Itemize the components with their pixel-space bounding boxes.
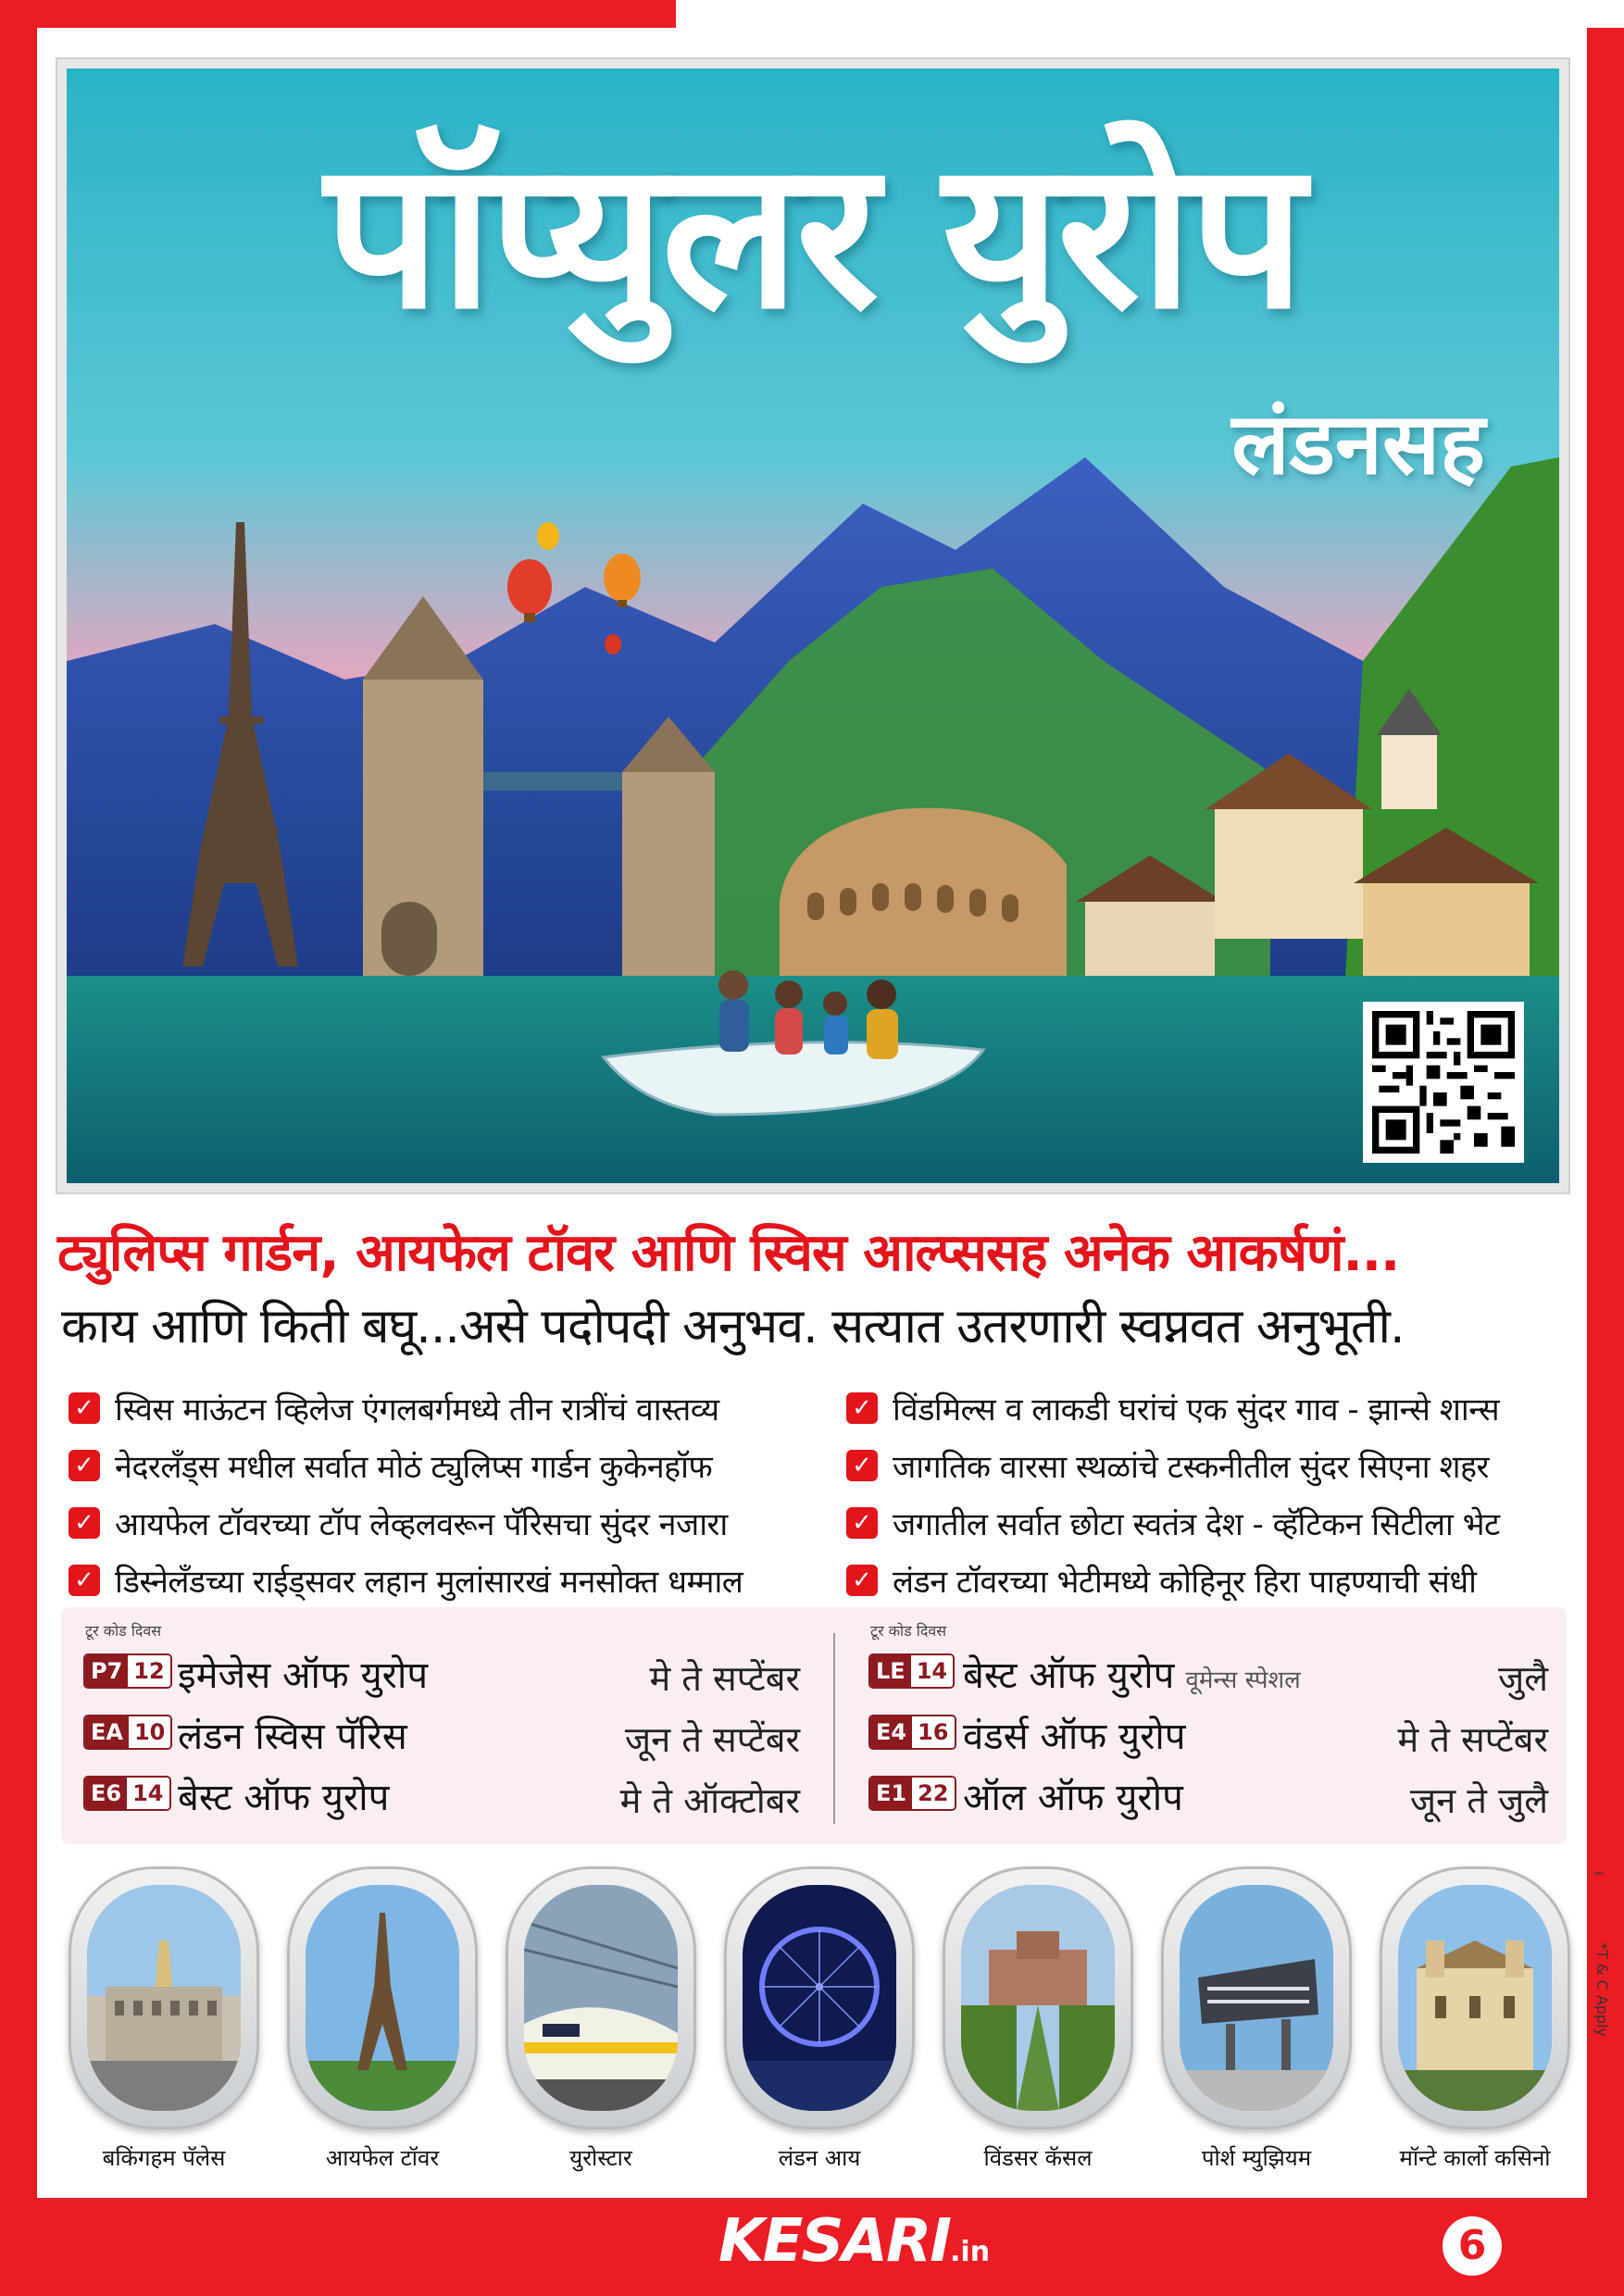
checkbox-icon: ✓ <box>846 1392 878 1424</box>
tour-row[interactable] <box>861 1641 1555 1702</box>
buckingham-palace-image <box>87 1885 241 2111</box>
feature-item <box>846 1502 1578 1544</box>
tour-code: EA <box>85 1716 129 1748</box>
window-london-eye <box>724 1866 915 2173</box>
airplane-window-frame <box>943 1866 1133 2129</box>
checkbox-icon: ✓ <box>846 1450 878 1481</box>
tour-days: 16 <box>912 1716 954 1748</box>
headline: ट्युलिप्स गार्डन, आयफेल टॉवर आणि स्विस आल्प्ससह अनेक आकर्षणं... <box>57 1223 1400 1283</box>
tour-name-text: ऑल ऑफ युरोप <box>963 1777 1183 1819</box>
tour-days: 10 <box>129 1716 170 1748</box>
tour-column-header: टूर कोड दिवस <box>85 1622 162 1640</box>
tour-months: मे ते ऑक्टोबर <box>619 1780 800 1821</box>
window-view <box>87 1885 241 2111</box>
tour-row[interactable] <box>861 1702 1555 1763</box>
windsor-castle-image <box>961 1885 1115 2111</box>
tour-code-badge <box>868 1776 956 1811</box>
feature-item <box>69 1444 846 1487</box>
tour-divider <box>833 1633 835 1824</box>
tour-column-left <box>76 1620 807 1824</box>
tour-months: जुलै <box>1498 1658 1548 1699</box>
brand-name: KESARI <box>718 2207 951 2276</box>
brand-suffix: .in <box>950 2236 991 2268</box>
tour-code: E4 <box>870 1716 912 1748</box>
feature-item <box>846 1387 1578 1429</box>
feature-text: जागतिक वारसा स्थळांचे टस्कनीतील सुंदर सिएना शहर <box>893 1449 1489 1486</box>
feature-item <box>69 1559 846 1602</box>
tour-months: मे ते सप्टेंबर <box>649 1658 800 1699</box>
tour-months: जून ते सप्टेंबर <box>624 1719 800 1760</box>
window-porsche-museum <box>1161 1866 1352 2173</box>
tour-code: LE <box>870 1655 911 1687</box>
airplane-window-frame <box>1161 1866 1352 2129</box>
terms-note: *T & C Apply <box>1593 1942 1611 2037</box>
landmark-windows <box>61 1866 1580 2181</box>
window-label: आयफेल टॉवर <box>325 2145 440 2171</box>
airplane-window-frame <box>1380 1866 1570 2129</box>
feature-text: स्विस माऊंटन व्हिलेज एंगलबर्गमध्ये तीन रात्रींचं वास्तव्य <box>115 1391 719 1429</box>
checkbox-icon: ✓ <box>846 1507 878 1539</box>
trademark-symbol: ™ <box>1593 1870 1605 1885</box>
window-view <box>306 1885 459 2111</box>
window-windsor-castle <box>943 1866 1133 2173</box>
tour-code-badge <box>868 1715 956 1750</box>
feature-text: नेदरलँड्स मधील सर्वात मोठं ट्युलिप्स गार्डन कुकेनहॉफ <box>115 1449 713 1486</box>
london-eye-image <box>743 1885 896 2111</box>
window-label: पोर्श म्युझियम <box>1201 2145 1312 2171</box>
page-number: 6 <box>1443 2216 1502 2276</box>
frame-top-notch <box>676 0 1624 28</box>
checkbox-icon: ✓ <box>69 1507 100 1539</box>
window-eiffel-tower <box>287 1866 478 2173</box>
tour-name-text: इमेजेस ऑफ युरोप <box>178 1654 429 1697</box>
tour-months: मे ते सप्टेंबर <box>1397 1719 1548 1760</box>
hero-banner <box>57 59 1568 1192</box>
window-view <box>1398 1885 1552 2111</box>
tour-code: E6 <box>85 1778 127 1809</box>
hero-title: पॉप्युलर युरोप <box>324 117 1302 354</box>
window-label: लंडन आय <box>778 2145 861 2171</box>
tour-row[interactable] <box>76 1702 807 1763</box>
subheadline: काय आणि किती बघू...असे पदोपदी अनुभव. सत्यात उतरणारी स्वप्नवत अनुभूती. <box>61 1299 1405 1354</box>
tour-code-badge <box>83 1776 171 1811</box>
checkbox-icon: ✓ <box>69 1450 100 1481</box>
feature-text: लंडन टॉवरच्या भेटीमध्ये कोहिनूर हिरा पाहण्याची संधी <box>893 1564 1477 1601</box>
qr-code[interactable] <box>1363 1002 1524 1163</box>
airplane-window-frame <box>724 1866 915 2129</box>
checkbox-icon: ✓ <box>69 1565 100 1596</box>
tour-days: 22 <box>912 1778 954 1809</box>
tour-name <box>963 1709 1186 1760</box>
window-label: युरोस्टार <box>569 2145 632 2171</box>
tour-row[interactable] <box>76 1763 807 1824</box>
tour-column-header: टूर कोड दिवस <box>870 1622 947 1640</box>
airplane-window-frame <box>506 1866 696 2129</box>
feature-text: आयफेल टॉवरच्या टॉप लेव्हलवरून पॅरिसचा सुंदर नजारा <box>115 1506 728 1543</box>
tour-name <box>963 1770 1183 1821</box>
window-view <box>524 1885 678 2111</box>
tour-code-badge <box>83 1653 172 1689</box>
tour-name-text: बेस्ट ऑफ युरोप <box>178 1777 390 1819</box>
tour-code: E1 <box>870 1778 912 1809</box>
feature-text: जगातील सर्वात छोटा स्वतंत्र देश - व्हॅटिकन सिटीला भेट <box>893 1506 1500 1543</box>
feature-text: डिस्नेलँडच्या राईड्सवर लहान मुलांसारखं मनसोक्त धम्माल <box>115 1564 743 1601</box>
feature-list <box>69 1387 1580 1602</box>
checkbox-icon: ✓ <box>69 1392 100 1424</box>
tour-name-text: बेस्ट ऑफ युरोप <box>963 1654 1175 1697</box>
qr-code-pattern <box>1372 1011 1515 1154</box>
eurostar-image <box>524 1885 678 2111</box>
feature-item <box>69 1387 846 1429</box>
window-label: मॉन्टे कार्लो कसिनो <box>1399 2145 1551 2171</box>
tour-column-right <box>861 1620 1555 1824</box>
feature-item <box>846 1559 1578 1602</box>
window-monte-carlo-casino <box>1380 1866 1570 2173</box>
window-label: बकिंगहम पॅलेस <box>102 2145 226 2171</box>
tour-days: 14 <box>911 1655 953 1687</box>
window-view <box>961 1885 1115 2111</box>
tour-days: 12 <box>128 1655 169 1687</box>
tour-name <box>178 1709 407 1760</box>
tour-codes-panel <box>61 1607 1567 1844</box>
tour-code-badge <box>83 1715 172 1750</box>
tour-days: 14 <box>127 1778 169 1809</box>
tour-name <box>178 1770 389 1821</box>
tour-code: P7 <box>85 1655 128 1687</box>
tour-name-text: लंडन स्विस पॅरिस <box>178 1716 407 1758</box>
monte-carlo-casino-image <box>1398 1885 1552 2111</box>
hero-subtitle: लंडनसह <box>1231 394 1485 493</box>
checkbox-icon: ✓ <box>846 1565 878 1596</box>
tour-months: जून ते जुलै <box>1409 1780 1548 1821</box>
tour-row[interactable] <box>861 1763 1555 1824</box>
tour-name <box>963 1648 1301 1699</box>
window-view <box>743 1885 896 2111</box>
tour-name <box>178 1648 428 1699</box>
window-buckingham-palace <box>69 1866 259 2173</box>
tour-row[interactable] <box>76 1641 807 1702</box>
tour-name-text: वंडर्स ऑफ युरोप <box>963 1716 1186 1758</box>
feature-item <box>69 1502 846 1544</box>
feature-text: विंडमिल्स व लाकडी घरांचं एक सुंदर गाव - झान्से शान्स <box>893 1391 1500 1429</box>
porsche-museum-image <box>1180 1885 1333 2111</box>
airplane-window-frame <box>287 1866 478 2129</box>
tour-note: वूमेन्स स्पेशल <box>1185 1666 1301 1694</box>
feature-item <box>846 1444 1578 1487</box>
window-label: विंडसर कॅसल <box>983 2145 1093 2171</box>
kesari-logo[interactable] <box>718 2207 990 2276</box>
eiffel-tower-image <box>306 1885 459 2111</box>
airplane-window-frame <box>69 1866 259 2129</box>
tour-code-badge <box>868 1653 955 1689</box>
window-view <box>1180 1885 1333 2111</box>
window-eurostar <box>506 1866 696 2173</box>
